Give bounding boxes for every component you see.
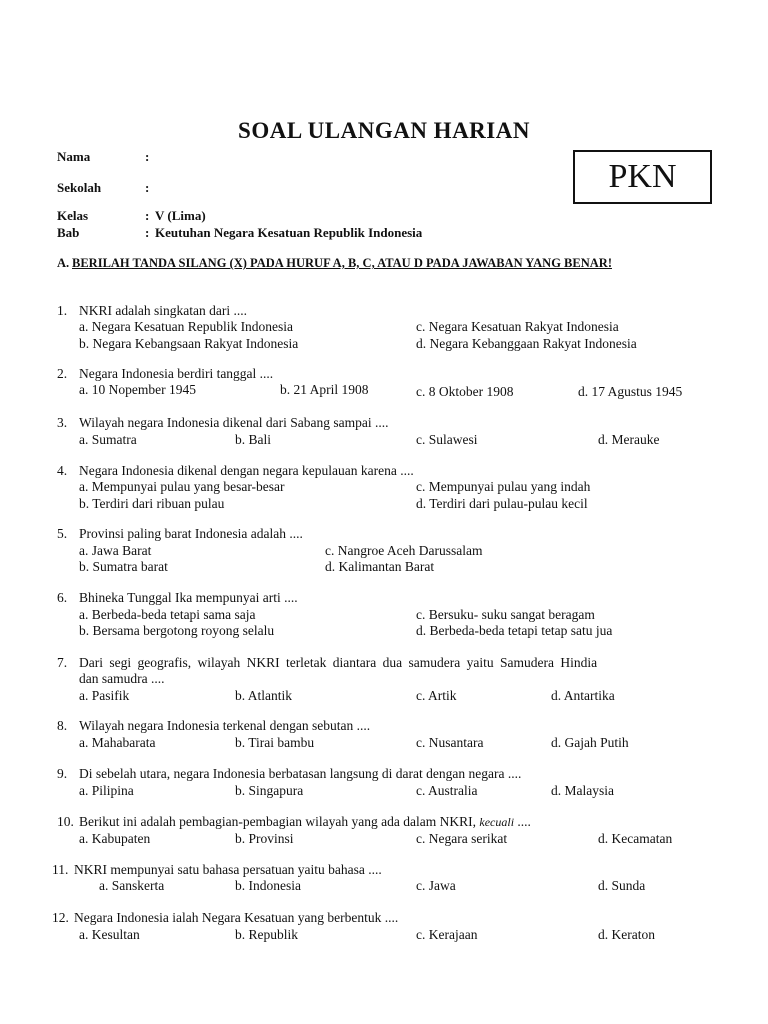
question-number: 12. <box>52 910 69 925</box>
option-c: c. Nangroe Aceh Darussalam <box>325 543 483 558</box>
option-a: a. Pasifik <box>79 688 130 703</box>
option-b: b. Bali <box>235 432 271 447</box>
option-b: b. Atlantik <box>235 688 292 703</box>
option-c: c. 8 Oktober 1908 <box>416 384 514 399</box>
field-value-bab: Keutuhan Negara Kesatuan Republik Indonesia <box>155 225 423 240</box>
option-d: d. Negara Kebanggaan Rakyat Indonesia <box>416 336 637 351</box>
option-b: b. Sumatra barat <box>79 559 168 574</box>
option-a: a. Kesultan <box>79 927 140 942</box>
option-d: d. Kecamatan <box>598 831 673 846</box>
question-text: Wilayah negara Indonesia terkenal dengan sebutan .... <box>79 718 371 733</box>
option-a: a. Sanskerta <box>99 878 165 893</box>
question-text: Negara Indonesia dikenal dengan negara kepulauan karena .... <box>79 463 414 478</box>
field-sep-nama: : <box>145 149 150 164</box>
option-d: d. Berbeda-beda tetapi tetap satu jua <box>416 623 613 638</box>
question-text: Di sebelah utara, negara Indonesia berbatasan langsung di darat dengan negara .... <box>79 766 522 781</box>
option-b: b. Terdiri dari ribuan pulau <box>79 496 225 511</box>
option-d: d. Terdiri dari pulau-pulau kecil <box>416 496 588 511</box>
option-c: c. Bersuku- suku sangat beragam <box>416 607 595 622</box>
option-b: b. Republik <box>235 927 298 942</box>
question-text-continued: dan samudra .... <box>79 671 165 686</box>
subject-label: PKN <box>608 158 677 195</box>
option-a: a. Sumatra <box>79 432 137 447</box>
page-title: SOAL ULANGAN HARIAN <box>238 118 530 143</box>
field-label-sekolah: Sekolah <box>57 180 102 195</box>
field-label-bab: Bab <box>57 225 80 240</box>
field-label-nama: Nama <box>57 149 91 164</box>
option-c: c. Sulawesi <box>416 432 478 447</box>
option-c: c. Artik <box>416 688 457 703</box>
field-value-kelas: V (Lima) <box>155 208 206 223</box>
option-c: c. Negara serikat <box>416 831 508 846</box>
question-text: NKRI mempunyai satu bahasa persatuan yaitu bahasa .... <box>74 862 382 877</box>
field-sep-sekolah: : <box>145 180 150 195</box>
question-text: Provinsi paling barat Indonesia adalah .... <box>79 526 303 541</box>
question-number: 8. <box>57 718 68 733</box>
question-text: NKRI adalah singkatan dari .... <box>79 303 247 318</box>
option-c: c. Negara Kesatuan Rakyat Indonesia <box>416 319 619 334</box>
section-number: A. <box>57 256 70 270</box>
question-number: 6. <box>57 590 68 605</box>
option-a: a. Mahabarata <box>79 735 156 750</box>
section-text: BERILAH TANDA SILANG (X) PADA HURUF A, B, C, ATAU D PADA JAWABAN YANG BENAR! <box>72 256 612 270</box>
option-a: a. Jawa Barat <box>79 543 152 558</box>
option-d: d. Kalimantan Barat <box>325 559 435 574</box>
question-text: Negara Indonesia ialah Negara Kesatuan yang berbentuk .... <box>74 910 399 925</box>
option-b: b. Bersama bergotong royong selalu <box>79 623 275 638</box>
question-number: 11. <box>52 862 69 877</box>
question-text: Dari segi geografis, wilayah NKRI terletak diantara dua samudera yaitu Samudera Hindia <box>79 655 598 670</box>
question-number: 2. <box>57 366 68 381</box>
option-a: a. Pilipina <box>79 783 134 798</box>
question-text: Berikut ini adalah pembagian-pembagian wilayah yang ada dalam NKRI, kecuali .... <box>79 814 531 829</box>
option-a: a. 10 Nopember 1945 <box>79 382 196 397</box>
option-b: b. 21 April 1908 <box>280 382 369 397</box>
option-b: b. Tirai bambu <box>235 735 315 750</box>
option-d: d. Gajah Putih <box>551 735 629 750</box>
option-c: c. Kerajaan <box>416 927 478 942</box>
question-number: 9. <box>57 766 68 781</box>
option-b: b. Negara Kebangsaan Rakyat Indonesia <box>79 336 299 351</box>
field-sep-bab: : <box>145 225 150 240</box>
option-c: c. Mempunyai pulau yang indah <box>416 479 591 494</box>
subject-box <box>573 150 712 204</box>
question-number: 3. <box>57 415 68 430</box>
question-text: Wilayah negara Indonesia dikenal dari Sabang sampai .... <box>79 415 389 430</box>
option-a: a. Mempunyai pulau yang besar-besar <box>79 479 285 494</box>
option-d: d. 17 Agustus 1945 <box>578 384 683 399</box>
option-d: d. Malaysia <box>551 783 614 798</box>
question-number: 4. <box>57 463 68 478</box>
option-c: c. Jawa <box>416 878 456 893</box>
question-number: 10. <box>57 814 74 829</box>
option-d: d. Keraton <box>598 927 655 942</box>
question-number: 1. <box>57 303 68 318</box>
option-c: c. Nusantara <box>416 735 484 750</box>
question-text: Negara Indonesia berdiri tanggal .... <box>79 366 274 381</box>
field-label-kelas: Kelas <box>57 208 89 223</box>
option-d: d. Antartika <box>551 688 615 703</box>
question-number: 5. <box>57 526 68 541</box>
option-b: b. Singapura <box>235 783 304 798</box>
option-b: b. Provinsi <box>235 831 294 846</box>
option-c: c. Australia <box>416 783 478 798</box>
option-a: a. Negara Kesatuan Republik Indonesia <box>79 319 294 334</box>
option-d: d. Sunda <box>598 878 646 893</box>
option-d: d. Merauke <box>598 432 660 447</box>
question-number: 7. <box>57 655 68 670</box>
field-sep-kelas: : <box>145 208 150 223</box>
question-text: Bhineka Tunggal Ika mempunyai arti .... <box>79 590 298 605</box>
option-a: a. Kabupaten <box>79 831 151 846</box>
option-b: b. Indonesia <box>235 878 301 893</box>
option-a: a. Berbeda-beda tetapi sama saja <box>79 607 256 622</box>
